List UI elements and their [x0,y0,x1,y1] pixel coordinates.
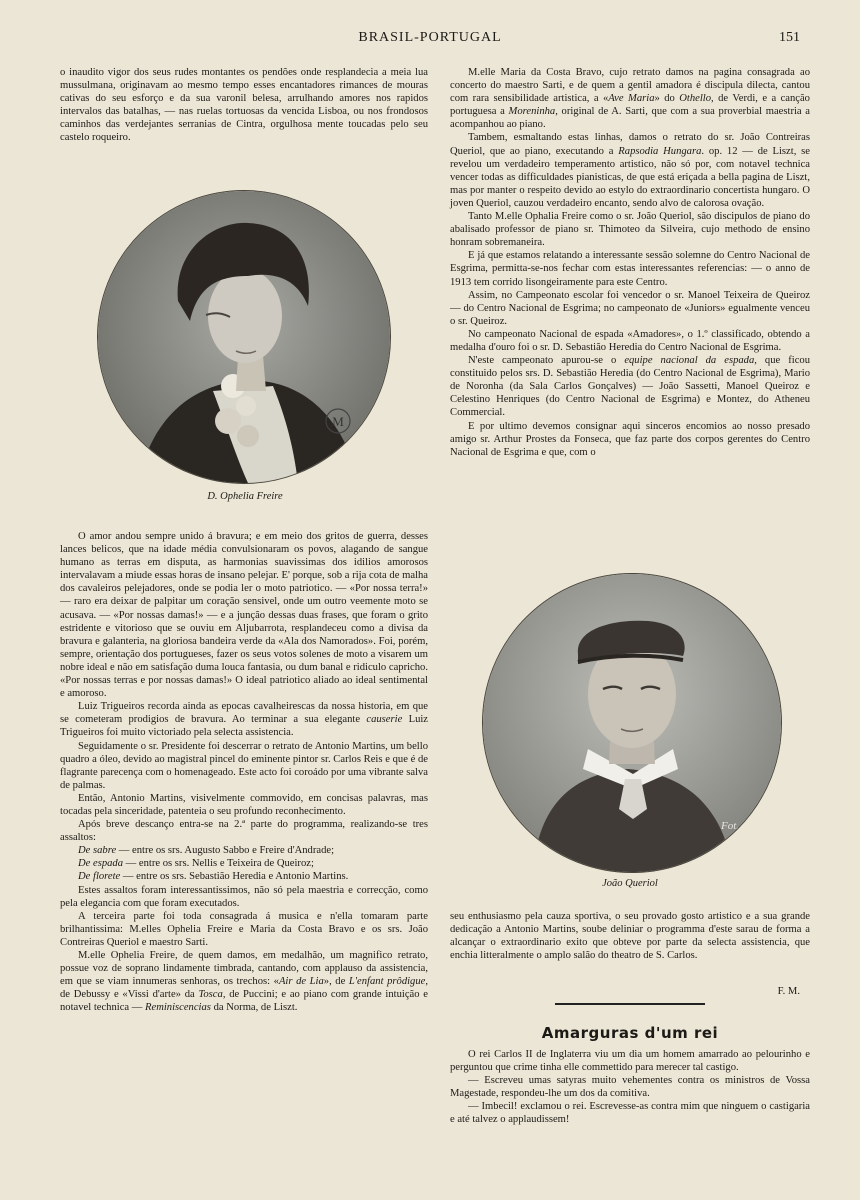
text-run: », de [323,976,349,988]
paragraph: No campeonato Nacional de espada «Amadores», o 1.º classificado, obtendo a medalha d'ouro foi o sr. D. Sebastião Heredia do Centro Nacional de Esgrima. [450,328,810,353]
bout-item [60,844,428,857]
paragraph [450,131,810,210]
text-run: causerie [366,714,403,726]
text-run: Moreninha [508,106,556,118]
text-run: — entre os srs. Augusto Sabbo e Freire d'Andrade; [116,845,335,857]
paragraph: Assim, no Campeonato escolar foi vencedor o sr. Manoel Teixeira de Queiroz — do Centro Nacional de Esgrima; no campeonato de «Juniors» egualmente venceu o sr. Queiroz. [450,289,810,327]
left-column-top [60,66,428,145]
paragraph: Estes assaltos foram interessantissimos, não só pela maestria e correcção, como pela elegancia com que foram executados. [60,884,428,909]
paragraph [450,354,810,419]
section-divider [555,1003,705,1005]
paragraph [60,700,428,739]
anecdote-text [450,1048,810,1127]
text-run: Ave Maria [608,93,655,105]
paragraph: E por ultimo devemos consignar aqui sinceros encomios ao nosso presado amigo sr. Arthur Prostes da Fonseca, que faz parte dos corpos gerentes do Centro Nacional de Esgrima e que, com o [450,420,810,458]
right-column-top [450,66,810,459]
text-run: . op. 12 — de Liszt, se revelou um verdadeiro temperamento artistico, não só por, com notavel technica vencer todas as difficuldades pianisticas, de que está eriçada a bella pagina de Liszt, mas por manter o respeito devido ao estylo do extraordinario concertista hungaro. O joven Queriol, cauzou verdadeiro encanto, sendo alvo de calorosa ovação. [450,145,810,209]
text-run: De sabre [78,845,117,857]
portrait-photo [98,191,390,483]
paragraph: — Escreveu umas satyras muito vehementes contra os ministros de Vossa Magestade, respondeu-lhe um dos da comitiva. [450,1075,810,1100]
paragraph [60,949,428,1014]
text-run: De espada [78,858,124,870]
paragraph: Tanto M.elle Ophalia Freire como o sr. João Queriol, são discipulos de piano do abalisado professor de piano sr. Thimoteo da Silveira, cujo methodo de ensino honram sobremaneira. [450,211,810,249]
text-run: equipe nacional da espada [624,355,755,367]
text-run: da Norma, de Liszt. [210,1002,298,1014]
text-run: Tosca [198,989,223,1001]
paragraph: O amor andou sempre unido á bravura; e em meio dos gritos de guerra, desses lances belicos, que na idade média convulsionaram os povos, alagando de sangue humano as terras em disputa, as harmonias suavissimas dos idilios amorosos intervalavam a miude essas horas de insano pelejar. E' porque, sob a rija cota de malha dos cavaleiros pelejadores, onde se podia ler o moto patriotico. — «Por nossa terra!» — raro era deixar de palpitar um coração sensivel, onde um outro veemente moto se acusava. — «Por nossas damas!» — e a junção dessas duas frases, que foram o grito estridente e vitorioso que se ouviu em Aljubarrota, resplandeceu como a divisa da bravura e galanteria, na gloriosa bandeira verde da «Ala dos Namorados». Foi, porém, sempre, orientação dos portugueses, fazer os seus votos solenes de moto a visarem um nobre ideal e não em satisfação duma louca fantasia, ou dum banal e ridiculo capricho. «Por nossas terras e por nossas damas!» O ideal patriotico aliado ao ideal sentimental e amoroso. [60,531,428,700]
publication-title: BRASIL-PORTUGAL [358,30,502,45]
text-run: L'enfant prôdigue [348,976,426,988]
running-header [60,30,800,52]
text-run: , original de A. Sarti, que com a sua proverbial maestria a acompanhou ao piano. [450,106,810,131]
text-run: , de Debussy e «Vissi d'arte» da [60,976,429,1001]
bout-item [60,870,428,883]
text-run: Rapsodia Hungara [618,145,702,157]
page-number: 151 [779,30,800,45]
text-run: Reminiscencias [145,1002,211,1014]
right-column-bottom [450,910,810,962]
paragraph: Após breve descanço entra-se na 2.ª parte do programma, realizando-se tres assaltos: [60,819,428,844]
caption-ophelia-freire: D. Ophelia Freire [207,491,283,502]
text-run: Othello [679,93,712,105]
text-run: — entre os srs. Nellis e Teixeira de Queiroz; [123,858,314,870]
paragraph: — Imbecil! exclamou o rei. Escrevesse-as contra mim que ninguem o castigaria e até talvez o applaudissem! [450,1101,810,1126]
portrait-photo [483,574,781,872]
left-column-bottom [60,530,428,1014]
paragraph: A terceira parte foi toda consagrada á musica e n'ella tomaram parte brilhantissima: M.elles Ophelia Freire e Maria da Costa Bravo e os srs. João Contreiras Queriol e maestro Sarti. [60,910,428,948]
text-run: , de Verdi, e a canção portuguesa a [450,93,810,118]
paragraph: o inaudito vigor dos seus rudes montantes os pendões onde resplandecia a meia lua mussulmana, originavam ao mesmo tempo esses encantadores rimances de mouras cativas do seu esforço e da sua varonil belesa, arrulhando amores nos rapidos intervalos das batalhas, — nas ruelas tortuosas da vencida Lisboa, ou nos frondosos caminhos das verdejantes serranias de Cintra, orgulhosa mente toucadas pelo seu castelo roqueiro. [60,67,428,144]
text-run: N'este campeonato apurou-se o [468,355,625,367]
paragraph: Seguidamente o sr. Presidente foi descerrar o retrato de Antonio Martins, um bello quadro a óleo, devido ao magistral pincel do eminente pintor sr. Carlos Reis e que é de flagrante parecença com o homenageado. Este acto foi coroádo por uma vibrante salva de palmas. [60,740,428,791]
portrait-joao-queriol [482,573,782,873]
portrait-ophelia-freire [97,190,391,484]
text-run: » do [654,93,680,105]
text-run: De florete [78,871,121,883]
text-run: Tambem, esmaltando estas linhas, damos o retrato do sr. João Contreiras Queriol, que ao piano, executando a [450,132,810,157]
paragraph: seu enthusiasmo pela cauza sportiva, o seu provado gosto artistico e a sua grande dedicação a Antonio Martins, soube deliniar o programma d'este sarau de forma a alcançar o extraordinario exito que obteve por parte da selecta assistencia, que enchia litteralmente o amplo salão do theatro de S. Carlos. [450,911,810,962]
section-title: Amarguras d'um rei [541,1024,719,1042]
caption-joao-queriol: João Queriol [602,878,658,889]
text-run: — entre os srs. Sebastião Heredia e Antonio Martins. [120,871,349,883]
paragraph: E já que estamos relatando a interessante sessão solemne do Centro Nacional de Esgrima, permitta-se-nos fechar com estas interessantes referencias: — o anno de 1913 tem corrido lisongeiramente para este Centro. [450,250,810,288]
text-run: Luiz Trigueiros foi muito victoriado pela selecta assistencia. [60,714,429,739]
author-signoff: F. M. [777,986,800,997]
paragraph: O rei Carlos II de Inglaterra viu um dia um homem amarrado ao pelourinho e perguntou que crime tinha elle commettido para merecer tal castigo. [450,1049,810,1074]
text-run: Luiz Trigueiros recorda ainda as epocas cavalheirescas da nossa historia, em que se cometeram prodigios de bravura. Ao terminar a sua elegante [60,701,428,726]
text-run: M.elle Maria da Costa Bravo, cujo retrato damos na pagina consagrada ao concerto do maestro Sarti, e de quem a gentil amadora é discipula dilecta, cantou com rara sensibilidade artistica, a « [450,67,810,105]
paragraph: Então, Antonio Martins, visivelmente commovido, em concisas palavras, mas tocadas pela sinceridade, patenteia o seu profundo reconhecimento. [60,792,428,817]
text-run: , que ficou constituido pelos srs. D. Sebastião Heredia (do Centro Nacional de Esgrima), Mario de Noronha (da Sala Carlos Gonçalves) — João Sassetti, Manoel Queiroz e Celestino Henriques (do Centro Nacional de Esgrima) e Montez, do Atheneu Commercial. [450,355,810,419]
bout-item [60,857,428,870]
photographer-monogram: M [332,414,344,429]
text-run: M.elle Ophelia Freire, de quem damos, em medalhão, um magnifico retrato, possue voz de soprano lindamente timbrada, cantando, com applauso da assistencia, em que se viam innumeras senhoras, os trechos: « [60,950,428,988]
paragraph [450,66,810,131]
photographer-signature: Fot. [721,820,740,832]
text-run: , de Puccini; e ao piano com grande intuição e notavel technica — [60,989,428,1014]
text-run: Air de Lia [278,976,324,988]
